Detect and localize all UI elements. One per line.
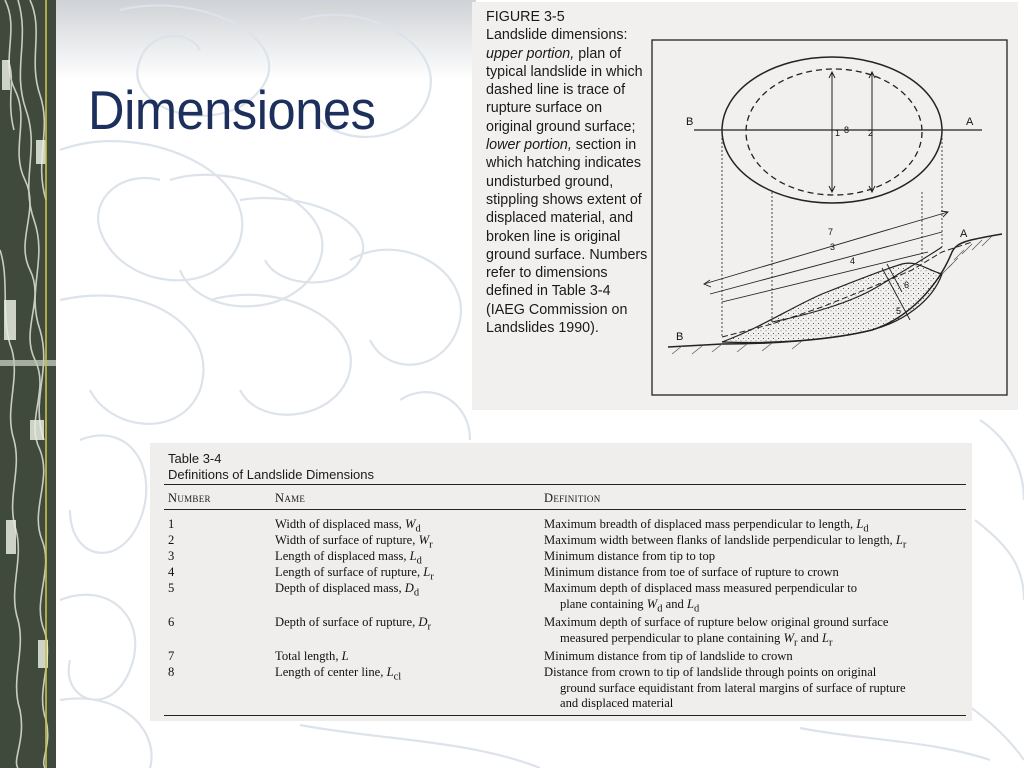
figure-caption-italic-upper: upper portion, (486, 45, 575, 62)
left-map-strip (0, 0, 56, 768)
label-8: 8 (844, 125, 850, 135)
row-number: 8 (168, 665, 175, 679)
row-definition: Minimum distance from toe of surface of rupture to crown (544, 565, 839, 579)
row-name: Total length, L (275, 649, 349, 663)
figure-caption-italic-lower: lower portion, (486, 137, 572, 154)
row-name: Length of displaced mass, $L_d$ (275, 549, 422, 567)
table-heading (168, 451, 374, 483)
row-number: 2 (168, 533, 175, 547)
row-definition: Maximum depth of surface of rupture below original ground surface measured perpendicular to plane containing $W_r$ and $L_r$ (544, 615, 889, 649)
label-b-bottom: B (676, 331, 684, 343)
row-name: Length of center line, $L_{cl}$ (275, 665, 402, 683)
row-number: 4 (168, 565, 175, 579)
row-name: Depth of displaced mass, $D_d$ (275, 581, 420, 599)
label-7: 7 (828, 227, 834, 237)
label-a-bottom: A (960, 228, 968, 240)
table-header-rule (164, 509, 966, 510)
row-definition: Distance from crown to tip of landslide through points on original ground surface equidistant from lateral margins of surface of rupture and displaced material (544, 665, 906, 710)
figure-panel (472, 2, 1018, 410)
diagram-frame (652, 40, 1007, 395)
row-number: 1 (168, 517, 175, 531)
row-number: 3 (168, 549, 175, 563)
table-title: Definitions of Landslide Dimensions (168, 467, 374, 482)
col-header-definition: Definition (544, 491, 601, 505)
row-definition: Maximum breadth of displaced mass perpendicular to length, $L_d$ (544, 517, 869, 535)
row-name: Length of surface of rupture, $L_r$ (275, 565, 434, 583)
col-header-number: Number (168, 491, 211, 505)
label-2: 2 (868, 128, 874, 138)
figure-caption-text-upper: plan of typical landslide in which dashed line is trace of rupture surface on original ground surface; (486, 45, 643, 135)
figure-caption-text-lower: section in which hatching indicates undisturbed ground, stippling shows extent of displaced material, and broken line is original ground surface. Numbers refer to dimensions defined in Table 3-4 (IAEG Commission on Landslides 1990). (486, 137, 648, 337)
figure-caption-head: FIGURE 3-5 (486, 9, 565, 25)
plan-rupture-trace (746, 69, 922, 195)
row-definition: Maximum depth of displaced mass measured perpendicular to plane containing $W_d$ and $L_d$ (544, 581, 858, 615)
landslide-diagram (472, 2, 1018, 410)
row-name: Depth of surface of rupture, $D_r$ (275, 615, 431, 633)
slide-title: Dimensiones (88, 79, 376, 141)
table-bottom-rule (164, 715, 966, 716)
row-definition: Maximum width between flanks of landslide perpendicular to length, $L_r$ (544, 533, 907, 551)
row-number: 5 (168, 581, 175, 595)
label-3: 3 (830, 242, 836, 252)
row-number: 7 (168, 649, 175, 663)
label-6: 6 (904, 280, 910, 290)
label-1: 1 (835, 128, 841, 138)
label-b-top: B (686, 116, 694, 128)
label-4: 4 (850, 256, 856, 266)
row-name: Width of surface of rupture, $W_r$ (275, 533, 433, 551)
label-5: 5 (896, 306, 902, 316)
row-definition: Minimum distance from tip of landslide to crown (544, 649, 793, 663)
label-a-top: A (966, 116, 974, 128)
col-header-name: Name (275, 491, 306, 505)
row-definition: Minimum distance from tip to top (544, 549, 716, 563)
dimensions-table (150, 443, 972, 721)
figure-caption-line1: Landslide dimensions: (486, 27, 628, 44)
row-number: 6 (168, 615, 175, 629)
table-label: Table 3-4 (168, 451, 222, 466)
row-name: Width of displaced mass, $W_d$ (275, 517, 421, 535)
table-top-rule (164, 484, 966, 485)
